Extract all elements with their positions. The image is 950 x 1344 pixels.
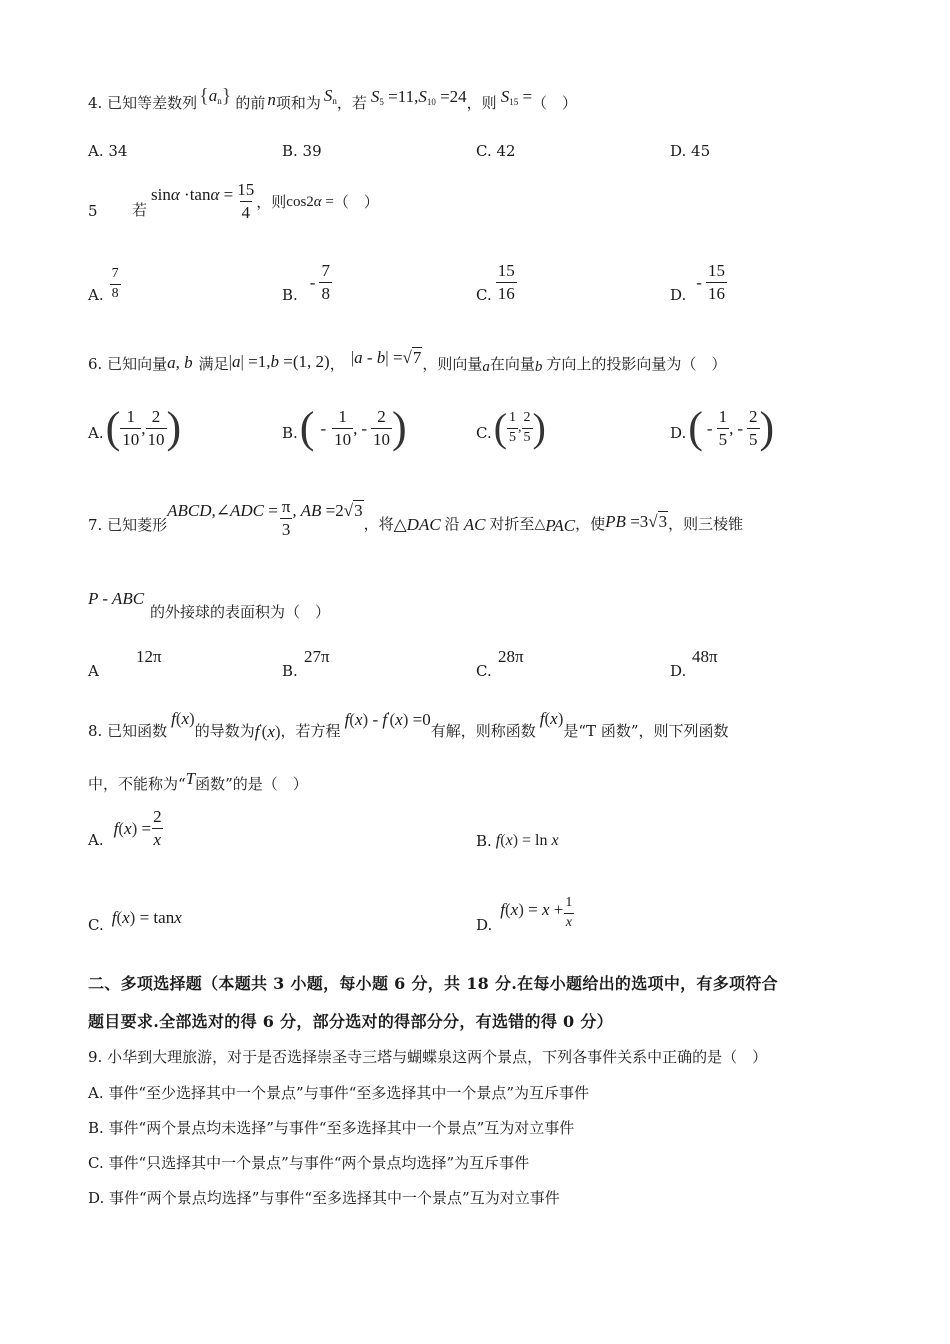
q8-option-b [476, 828, 559, 854]
q4-blank: （ ） [532, 93, 578, 112]
q8-option-c [88, 900, 182, 934]
q9-option-d: D. 事件“两个景点均选择”与事件“至多选择其中一个景点”互为对立事件 [88, 1189, 560, 1207]
q6-condition-1: |a| =1,b =(1, 2) [228, 351, 330, 371]
option-label: D. [670, 423, 687, 442]
option-value: 48π [692, 647, 718, 666]
q4-condition: $S_5 =11,S_{10} =24$ [370, 86, 467, 107]
q8-option-a [88, 804, 164, 852]
q5-blank: （ ） [333, 192, 379, 211]
option-label: B. [282, 285, 298, 304]
q6-option-d [670, 402, 774, 454]
option-label: A. [88, 423, 104, 442]
q7-pb: PB =3√3 [605, 511, 668, 531]
q6-text-b: 满足 [198, 354, 229, 373]
q6-option-a [88, 402, 181, 454]
triangle-symbol: △ [393, 514, 407, 534]
triangle-symbol: △ [534, 517, 546, 532]
q6-text-a: 6. 已知向量 [88, 354, 168, 373]
q7-option-b [282, 648, 432, 680]
q6-c-frac-1: $\frac{1}{5}$ [509, 409, 517, 445]
minus-sign: - [696, 272, 702, 292]
q9-option-c: C. 事件“只选择其中一个景点”与事件“两个景点均选择”为互斥事件 [88, 1154, 530, 1172]
q4-option-a: A. 34 [88, 142, 128, 160]
option-value: 12π [136, 647, 162, 666]
left-paren: ( [105, 403, 121, 452]
q7-option-a [88, 648, 238, 680]
question-9-stem: 9. 小华到大理旅游，对于是否选择崇圣寺三塔与蝴蝶泉这两个景点，下列各事件关系中正确的是（ ） [88, 1048, 768, 1066]
q7-pabc: P - ABC [88, 588, 145, 608]
q5-lhs: sinα ·tanα = [151, 184, 234, 204]
option-label: C. [88, 915, 104, 934]
q5-rhs-fraction: $\frac{15}{4}$ [237, 179, 255, 222]
section-2-heading-line1: 二、多项选择题（本题共 3 小题，每小题 6 分，共 18 分.在每小题给出的选项中，有多项符合 [88, 974, 778, 993]
q5-option-b [282, 260, 332, 304]
q7-pi-over-3: $\frac{\pi}{3}$ [281, 496, 291, 539]
q8-text-b: 的导数为 [194, 721, 255, 740]
q8-fx: f(x) [171, 708, 195, 728]
q6-a-frac-2: $\frac{2}{10}$ [147, 406, 165, 449]
q8-option-d [476, 890, 574, 936]
q4-text-e: ，则 [466, 93, 497, 112]
q5-d-fraction: $\frac{15}{16}$ [707, 260, 725, 303]
q7-text-a: 7. 已知菱形 [88, 515, 168, 534]
option-label: D. [670, 285, 687, 304]
minus-sign: - [309, 272, 316, 292]
q5-option-d [670, 260, 727, 304]
option-value: 28π [498, 647, 524, 666]
right-paren: ) [532, 405, 546, 450]
q6-b: b [534, 358, 543, 375]
comma: , [141, 418, 146, 438]
right-paren: ) [759, 403, 775, 452]
question-6-stem [88, 346, 726, 382]
q6-b-frac-1: $\frac{1}{10}$ [334, 406, 352, 449]
question-8-line2 [88, 766, 308, 796]
q8-equation: f(x) - f′(x) =0 [344, 709, 431, 729]
right-paren: ) [392, 403, 407, 452]
q7-ac: AC [463, 514, 486, 534]
option-label: D. [670, 662, 687, 680]
minus-sign: - [361, 418, 368, 438]
q4-option-b: B. 39 [282, 142, 322, 160]
left-paren: ( [493, 405, 508, 450]
comma: , [518, 420, 522, 435]
q4-an: $a_n$ [208, 85, 222, 106]
q8-b-expr: f(x) = ln x [495, 832, 559, 849]
q5-number: 5 [88, 202, 98, 220]
comma: , [729, 418, 734, 438]
question-7-stem [88, 496, 743, 540]
right-brace: } [221, 85, 232, 107]
q7-text-g: 的外接球的表面积为（ ） [150, 602, 331, 621]
option-label: D. [476, 915, 493, 934]
q8-T: T [185, 768, 196, 788]
q8-fprime: f′(x) [254, 721, 281, 741]
q6-c-frac-2: $\frac{2}{5}$ [523, 409, 531, 445]
q8-d-lhs: f(x) = x + [500, 899, 564, 919]
q7-option-d [670, 648, 820, 680]
q6-a: a [482, 358, 490, 375]
q8-d-fraction: $\frac{1}{x}$ [565, 894, 573, 930]
right-paren: ) [166, 403, 182, 452]
q4-text-b: 的前 [235, 93, 266, 112]
q5-a-fraction: $\frac{7}{8}$ [111, 265, 119, 301]
question-7-line2 [88, 588, 330, 620]
q8-a-fraction: $\frac{2}{x}$ [153, 806, 162, 849]
option-label: B. [282, 423, 298, 442]
q8-fx-2: f(x) [539, 708, 564, 728]
q4-n: n [267, 89, 276, 109]
q6-comma: ， [329, 354, 345, 373]
q6-d-frac-1: $\frac{1}{5}$ [718, 406, 728, 449]
option-label: B. [282, 662, 298, 680]
q5-cos2a: cos2α = [286, 193, 334, 210]
option-label: B. [476, 831, 492, 850]
q6-text-c: ，则向量 [422, 354, 483, 373]
option-label: C. [476, 423, 492, 442]
q5-then: ，则 [256, 192, 287, 211]
q8-line2-a: 中，不能称为“ [88, 774, 186, 793]
q4-text-a: 4. 已知等差数列 [88, 93, 198, 112]
q4-Sn: $S_n$ [323, 85, 337, 106]
q7-dac: DAC [406, 514, 441, 534]
minus-sign: - [320, 418, 327, 438]
option-label: A [88, 662, 99, 680]
q4-text-c: 项和为 [275, 93, 321, 112]
q8-text-c: ，若方程 [280, 721, 341, 740]
left-brace: { [199, 85, 209, 107]
q7-text-e: ，使 [575, 514, 606, 533]
q9-option-b: B. 事件“两个景点均未选择”与事件“至多选择其中一个景点”互为对立事件 [88, 1119, 575, 1137]
q7-text-b: ，将 [363, 514, 394, 533]
q6-option-c [476, 402, 546, 454]
minus-sign: - [706, 418, 713, 438]
q6-a-frac-1: $\frac{1}{10}$ [122, 406, 140, 449]
option-value: 27π [304, 647, 330, 666]
q7-text-d: 对折至 [489, 514, 535, 533]
q5-if: 若 [132, 200, 148, 219]
question-4-stem [88, 85, 578, 118]
q4-S15: $S_{15}$ = [500, 86, 533, 107]
option-label: A. [88, 830, 104, 849]
q7-text-f: ，则三棱锥 [668, 514, 744, 533]
left-paren: ( [299, 403, 315, 452]
q6-option-b [282, 402, 407, 454]
q4-option-d: D. 45 [670, 142, 711, 160]
q8-a-lhs: f(x) = [113, 818, 152, 838]
q6-text-d: 在向量 [489, 354, 535, 373]
q6-text-e: 方向上的投影向量为（ ） [546, 354, 727, 373]
q8-text-e: 是“T 函数”，则下列函数 [563, 721, 729, 740]
q5-option-a [88, 264, 121, 304]
q8-text-a: 8. 已知函数 [88, 721, 168, 740]
q6-condition-2: |a - b| =√7 [350, 347, 422, 367]
q7-pac: PAC [545, 515, 576, 535]
option-label: C. [476, 662, 492, 680]
q5-b-fraction: $\frac{7}{8}$ [321, 260, 330, 303]
q7-abcd: ABCD,∠ADC = [167, 500, 278, 520]
left-paren: ( [688, 403, 703, 452]
option-label: C. [476, 285, 492, 304]
option-label: A. [88, 285, 104, 304]
q8-c-expr: f(x) = tanx [111, 907, 182, 927]
q7-text-c: 沿 [444, 514, 460, 533]
section-2-heading-line2: 题目要求.全部选对的得 6 分，部分选对的得部分分，有选错的得 0 分） [88, 1012, 613, 1031]
question-8-stem [88, 706, 729, 746]
q4-option-c: C. 42 [476, 142, 516, 160]
q4-text-d: ，若 [336, 93, 367, 112]
q9-option-a: A. 事件“至少选择其中一个景点”与事件“至多选择其中一个景点”为互斥事件 [88, 1084, 590, 1102]
q5-option-c [476, 260, 517, 304]
q6-ab: a, b [167, 352, 193, 372]
q6-d-frac-2: $\frac{2}{5}$ [749, 406, 758, 449]
q8-line2-b: 函数”的是（ ） [195, 774, 308, 793]
q7-option-c [476, 648, 626, 680]
q6-b-frac-2: $\frac{2}{10}$ [373, 406, 391, 449]
question-5-stem [132, 176, 379, 226]
comma: , [353, 418, 358, 438]
q5-c-fraction: $\frac{15}{16}$ [497, 260, 515, 303]
minus-sign: - [737, 418, 744, 438]
q8-text-d: 有解，则称函数 [430, 721, 536, 740]
q7-ab: , AB =2√3 [292, 500, 363, 520]
